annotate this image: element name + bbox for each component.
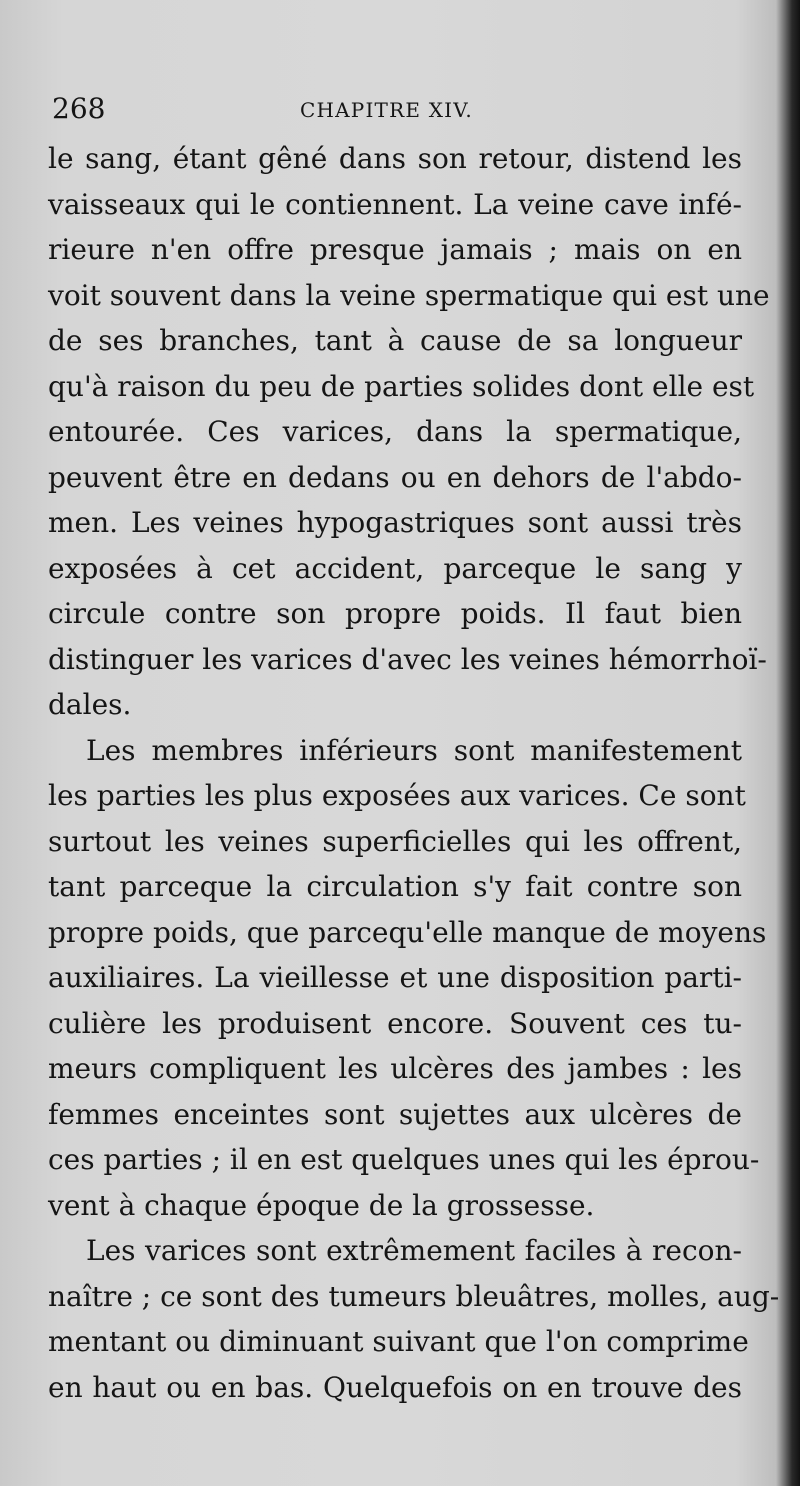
text-line: exposées à cet accident, parceque le sang y — [48, 551, 742, 585]
text-line: vent à chaque époque de la grossesse. — [48, 1188, 595, 1222]
text-line: vaisseaux qui le contiennent. La veine cave infé- — [48, 187, 742, 221]
text-line: culière les produisent encore. Souvent ces tu- — [48, 1006, 742, 1040]
text-line: de ses branches, tant à cause de sa longueur — [48, 324, 742, 357]
text-line: propre poids, que parcequ'elle manque de moyens — [48, 915, 767, 949]
text-line: tant parceque la circulation s'y fait contre son — [48, 870, 742, 903]
text-line: en haut ou en bas. Quelquefois on en trouve des — [48, 1370, 742, 1404]
text-line: voit souvent dans la veine spermatique qui est une — [48, 278, 770, 312]
page-header — [52, 92, 742, 126]
body-text — [48, 136, 780, 1410]
text-line: rieure n'en offre presque jamais ; mais on en — [48, 233, 742, 266]
paragraph-start-line: Les varices sont extrêmement faciles à recon- — [86, 1234, 742, 1267]
page-number: 268 — [52, 92, 106, 125]
text-line: distinguer les varices d'avec les veines hémorrhoï- — [48, 642, 767, 676]
text-line: men. Les veines hypogastriques sont aussi très — [48, 506, 742, 539]
text-line: le sang, étant gêné dans son retour, distend les — [48, 142, 742, 175]
text-line: circule contre son propre poids. Il faut bien — [48, 597, 742, 630]
text-line: meurs compliquent les ulcères des jambes : les — [48, 1052, 742, 1085]
text-line: les parties les plus exposées aux varices. Ce sont — [48, 779, 746, 812]
text-line: qu'à raison du peu de parties solides dont elle est — [48, 369, 755, 403]
text-line: peuvent être en dedans ou en dehors de l'abdo- — [48, 460, 742, 494]
text-line: ces parties ; il en est quelques unes qui les éprou- — [48, 1143, 760, 1176]
text-line: surtout les veines superficielles qui les offrent, — [48, 824, 742, 858]
text-line: femmes enceintes sont sujettes aux ulcères de — [48, 1097, 742, 1131]
text-line: naître ; ce sont des tumeurs bleuâtres, molles, aug- — [48, 1279, 780, 1313]
paragraph-start-line: Les membres inférieurs sont manifestement — [86, 733, 742, 767]
text-line: mentant ou diminuant suivant que l'on comprime — [48, 1325, 749, 1358]
text-line: entourée. Ces varices, dans la spermatique, — [48, 415, 742, 448]
text-line: dales. — [48, 688, 132, 721]
running-head: CHAPITRE XIV. — [300, 98, 473, 122]
text-line: auxiliaires. La vieillesse et une disposition parti- — [48, 961, 742, 994]
